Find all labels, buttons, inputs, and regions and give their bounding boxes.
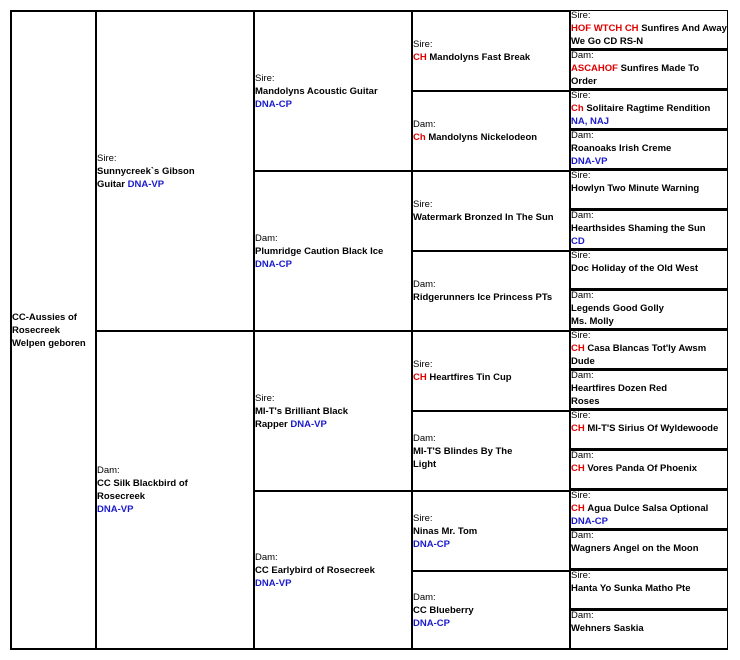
role-label: Sire: [571,570,591,581]
gen5-cell [569,250,728,290]
role-label: Dam: [571,290,594,301]
dog-name: Heartfires Dozen Red Roses [571,383,668,407]
gen5-cell [569,530,728,570]
dna-suffix: DNA-CP [255,258,292,270]
dog-name: CH Casa Blancas Tot'ly Awsm Dude [571,343,707,367]
dog-name: Ridgerunners Ice Princess PTs [413,292,553,303]
gen3-cell [253,490,413,650]
role-label: Dam: [413,119,436,130]
role-label: Sire: [413,39,433,50]
gen5-cell [569,170,728,210]
dog-name: Roanoaks Irish Creme [571,143,672,154]
title-prefix: Ch [413,132,426,143]
dog-name: Wagners Angel on the Moon [571,543,699,554]
dog-name: Doc Holiday of the Old West [571,263,699,274]
dog-name: Howlyn Two Minute Warning [571,183,700,194]
dog-name: CC Blueberry [413,604,474,616]
title-prefix: HOF WTCH CH [571,23,639,34]
title-prefix: CH [571,463,585,474]
role-label: Dam: [571,50,594,61]
dog-name: Hanta Yo Sunka Matho Pte [571,583,691,594]
role-label: Dam: [571,530,594,541]
role-label: Dam: [571,130,594,141]
role-label: Sire: [571,10,591,21]
sire-label: Sire: [97,152,117,164]
title-prefix: CH [571,423,585,434]
gen5-cell [569,570,728,610]
role-label: Sire: [413,512,433,524]
dog-name: CH Vores Panda Of Phoenix [571,463,698,474]
role-label: Sire: [413,199,433,210]
title-prefix: Ch [571,103,584,114]
title-prefix: CH [571,343,585,354]
dna-suffix: DNA-CP [413,538,450,550]
dna-suffix: DNA-CP [413,617,450,629]
gen2-dam-cell [95,330,255,650]
gen5-cell [569,10,728,50]
role-label: Sire: [571,250,591,261]
dog-name: Hearthsides Shaming the Sun [571,223,706,234]
dog-name: MI-T'S Blindes By The Light [413,445,513,470]
dna-suffix: DNA-CP [255,98,292,110]
role-label: Sire: [413,359,433,370]
dog-name: HOF WTCH CH Sunfires And Away We Go CD RS-N [571,23,727,47]
role-label: Dam: [571,210,594,221]
dog-name: Ninas Mr. Tom [413,525,478,537]
dog-name: Legends Good Golly Ms. Molly [571,303,664,327]
gen1-cell [10,10,97,650]
gen4-cell [411,570,571,650]
gen5-cell [569,130,728,170]
role-label: Dam: [571,370,594,381]
role-label: Sire: [571,490,591,501]
sire-name: Sunnycreek`s Gibson Guitar DNA-VP [97,165,195,190]
gen5-cell [569,610,728,650]
title-suffix: NA, NAJ [571,116,610,127]
gen5-cell [569,210,728,250]
gen4-cell [411,330,571,412]
dog-name: CH Heartfires Tin Cup [413,372,512,383]
dna-suffix: DNA-VP [127,178,165,190]
title-prefix: ASCAHOF [571,63,618,74]
dna-suffix: DNA-VP [290,418,327,430]
role-label: Dam: [413,432,436,444]
gen5-cell [569,370,728,410]
role-label: Sire: [571,410,591,421]
dam-label: Dam: [97,465,120,476]
dog-name: Watermark Bronzed In The Sun [413,212,554,223]
role-label: Sire: [571,90,591,101]
dog-name: CH Mandolyns Fast Break [413,52,531,63]
dog-name: Ch Solitaire Ragtime Rendition NA, NAJ [571,103,711,127]
gen4-cell [411,10,571,92]
title-prefix: CH [413,372,427,383]
role-label: Sire: [255,72,275,84]
puppy-litter-name: CC-Aussies of Rosecreek Welpen geboren [12,311,86,349]
title-prefix: CH [413,52,427,63]
gen5-cell [569,290,728,330]
dna-suffix: DNA-VP [571,156,608,167]
dog-name: CH Agua Dulce Salsa Optional [571,503,709,514]
dog-name: Wehners Saskia [571,623,644,634]
role-label: Dam: [571,610,594,621]
role-label: Dam: [413,279,436,290]
role-label: Dam: [413,591,436,603]
gen5-cell [569,490,728,530]
role-label: Sire: [255,392,275,404]
role-label: Dam: [571,450,594,461]
gen4-cell [411,250,571,332]
gen5-cell [569,410,728,450]
gen5-cell [569,330,728,370]
gen2-sire-cell [95,10,255,332]
title-suffix: CD [571,236,585,247]
gen4-cell [411,490,571,572]
title-prefix: CH [571,503,585,514]
gen3-cell [253,170,413,332]
gen4-cell [411,170,571,252]
dam-name: CC Silk Blackbird of Rosecreek [97,478,188,502]
gen5-cell [569,450,728,490]
gen5-cell [569,50,728,90]
gen3-cell [253,330,413,492]
dog-name: Plumridge Caution Black Ice [255,245,384,257]
gen4-cell [411,410,571,492]
dog-name: CC Earlybird of Rosecreek [255,564,375,576]
role-label: Dam: [255,232,278,244]
gen4-cell [411,90,571,172]
dog-name: MI-T's Brilliant Black Rapper DNA-VP [255,405,349,430]
dog-name: Mandolyns Acoustic Guitar [255,85,378,97]
dog-name: Ch Mandolyns Nickelodeon [413,132,538,143]
role-label: Sire: [571,170,591,181]
dna-suffix: DNA-VP [97,504,134,515]
role-label: Dam: [255,551,278,563]
dog-name: ASCAHOF Sunfires Made To Order [571,63,700,87]
gen3-cell [253,10,413,172]
dna-suffix: DNA-VP [255,577,292,589]
dna-suffix: DNA-CP [571,516,608,527]
dog-name: CH MI-T'S Sirius Of Wyldewoode [571,423,719,434]
gen5-cell [569,90,728,130]
role-label: Sire: [571,330,591,341]
